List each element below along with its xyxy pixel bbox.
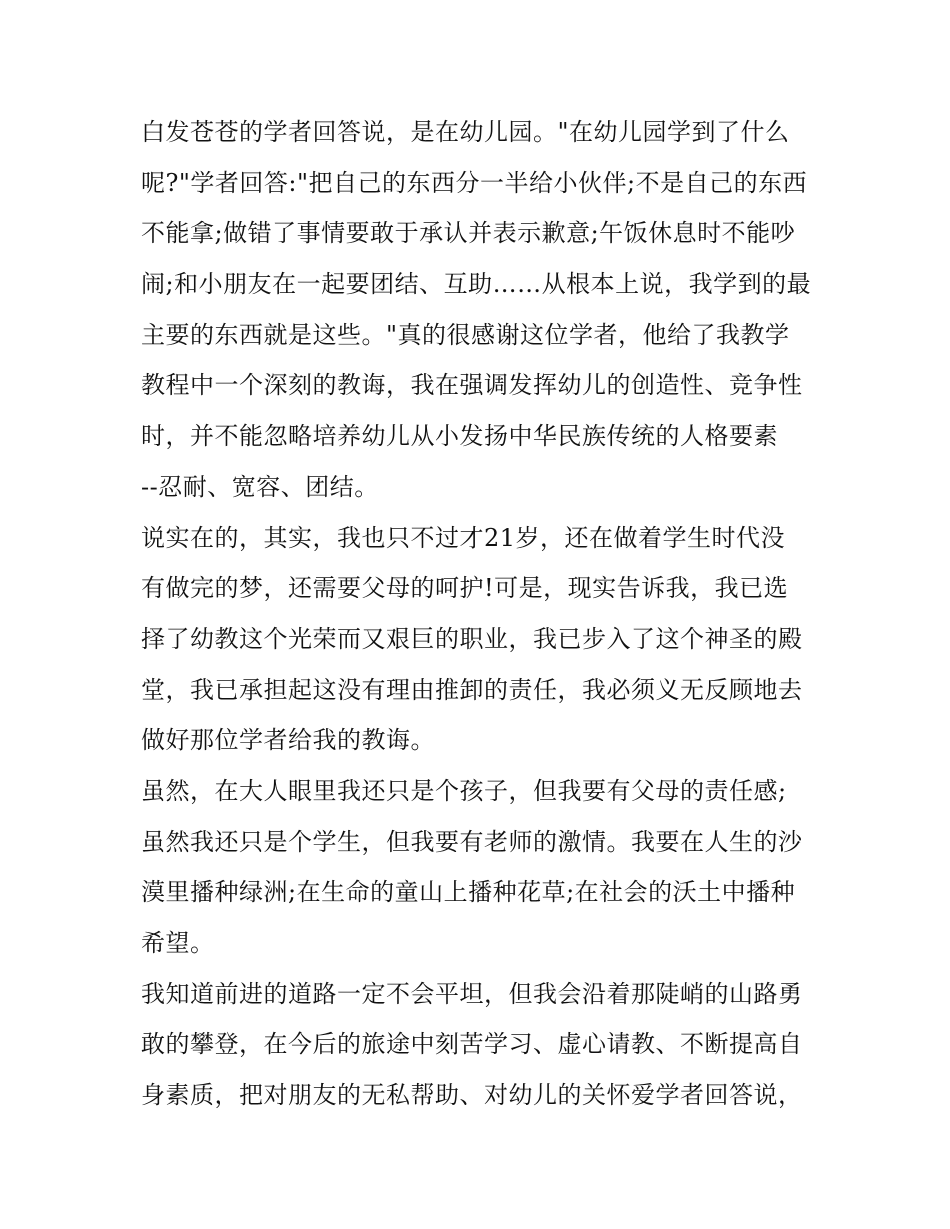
text-line: 身素质，把对朋友的无私帮助、对幼儿的关怀爱学者回答说， bbox=[141, 1081, 803, 1110]
text-line: 时，并不能忽略培养幼儿从小发扬中华民族传统的人格要素 bbox=[141, 422, 778, 451]
text-line: 呢?"学者回答:"把自己的东西分一半给小伙伴;不是自己的东西 bbox=[141, 168, 808, 197]
text-line: 白发苍苍的学者回答说，是在幼儿园。"在幼儿园学到了什么 bbox=[141, 118, 790, 146]
text-line: 择了幼教这个光荣而又艰巨的职业，我已步入了这个神圣的殿 bbox=[141, 624, 803, 653]
text-line: 教程中一个深刻的教诲，我在强调发挥幼儿的创造性、竞争性 bbox=[141, 371, 803, 400]
text-line: 漠里播种绿洲;在生命的童山上播种花草;在社会的沃土中播种 bbox=[141, 878, 796, 907]
text-line: 希望。 bbox=[141, 929, 215, 957]
text-line: 堂，我已承担起这没有理由推卸的责任，我必须义无反顾地去 bbox=[141, 675, 803, 704]
text-line: 有做完的梦，还需要父母的呵护!可是，现实告诉我，我已选 bbox=[141, 574, 789, 603]
text-line: 闹;和小朋友在一起要团结、互助……从根本上说，我学到的最 bbox=[141, 270, 812, 299]
text-line: 说实在的，其实，我也只不过才21岁，还在做着学生时代没 bbox=[141, 523, 786, 552]
text-line: 敢的攀登，在今后的旅途中刻苦学习、虚心请教、不断提高自 bbox=[141, 1030, 803, 1059]
text-line: 虽然我还只是个学生，但我要有老师的激情。我要在人生的沙 bbox=[141, 827, 803, 856]
text-line: 做好那位学者给我的教诲。 bbox=[141, 726, 435, 755]
text-line: 不能拿;做错了事情要敢于承认并表示歉意;午饭休息时不能吵 bbox=[141, 219, 796, 248]
document-body-text bbox=[141, 107, 821, 1121]
text-line: --忍耐、宽容、团结。 bbox=[141, 472, 379, 501]
text-line: 主要的东西就是这些。"真的很感谢这位学者，他给了我教学 bbox=[141, 320, 790, 349]
text-line: 我知道前进的道路一定不会平坦，但我会沿着那陡峭的山路勇 bbox=[141, 979, 803, 1008]
text-line: 虽然，在大人眼里我还只是个孩子，但我要有父母的责任感; bbox=[141, 776, 787, 805]
